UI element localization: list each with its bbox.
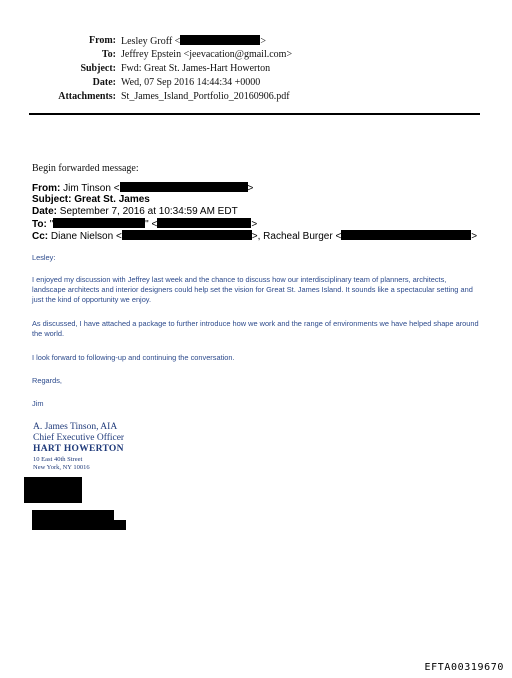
header-from-tail: > [260,36,266,47]
fwd-subject-label: Subject: [32,194,72,205]
header-from-label: From: [88,35,116,46]
fwd-date-value: September 7, 2016 at 10:34:59 AM EDT [59,206,238,217]
fwd-cc-mid: >, Racheal Burger < [251,231,342,242]
fwd-cc-value1: Diane Nielson < [50,231,122,242]
redaction-block [122,230,252,240]
fwd-cc-label: Cc: [32,231,49,242]
fwd-to-mid: " < [145,219,158,230]
document-id: EFTA00319670 [424,662,504,673]
redaction-block [341,230,471,240]
redaction-block [32,520,126,530]
body-greeting: Lesley: [32,253,56,262]
signature-company: HART HOWERTON [33,444,124,454]
header-date-value: Wed, 07 Sep 2016 14:44:34 +0000 [121,77,261,88]
fwd-from-tail: > [247,183,254,194]
fwd-subject-row [32,194,150,206]
header-divider [29,113,480,115]
redaction-block [53,218,145,228]
header-attachments-value[interactable]: St_James_Island_Portfolio_20160906.pdf [121,91,290,102]
fwd-from-label: From: [32,183,61,194]
fwd-cc-tail: > [471,231,478,242]
redaction-block [24,477,82,503]
fwd-cc-row [32,230,477,243]
redaction-block [32,510,114,520]
signature-address-line-2: New York, NY 10016 [33,464,90,471]
header-subject-label: Subject: [80,63,116,74]
signature-title: Chief Executive Officer [33,433,125,443]
body-closing: Regards, [32,376,62,385]
redaction-block [157,218,251,228]
header-attachments-label: Attachments: [58,91,116,102]
forwarded-intro: Begin forwarded message: [32,163,139,174]
fwd-date-label: Date: [32,206,58,217]
header-date-label: Date: [92,77,116,88]
header-from-value [121,35,266,47]
redaction-block [120,182,248,192]
header-to-value: Jeffrey Epstein <jeevacation@gmail.com> [121,49,293,60]
fwd-subject-value: Great St. James [74,194,150,205]
body-signoff: Jim [32,399,44,408]
header-to-label: To: [101,49,116,60]
body-paragraph-2: As discussed, I have attached a package to further introduce how we work and the range of environments we have helped shape around the world. [32,319,479,338]
body-paragraph-3: I look forward to following-up and continuing the conversation. [32,353,235,362]
signature-address-line-1: 10 East 40th Street [33,456,83,463]
header-subject-value: Fwd: Great St. James-Hart Howerton [121,63,271,74]
redaction-block [180,35,260,45]
signature-name: A. James Tinson, AIA [33,422,118,432]
fwd-to-label: To: [32,219,47,230]
fwd-date-row [32,206,238,218]
header-from-name: Lesley Groff < [121,36,181,47]
fwd-to-quote: " [49,219,54,230]
body-paragraph-1: I enjoyed my discussion with Jeffrey last week and the chance to discuss how our interdisciplinary team of planners, architects, landscape architects and interior designers could help set the vision for Great St. James Island. It sounds like a spectacular setting and just the kind of opportunity we enjoy. [32,275,473,304]
fwd-to-tail: > [251,219,258,230]
fwd-from-value: Jim Tinson < [63,183,120,194]
